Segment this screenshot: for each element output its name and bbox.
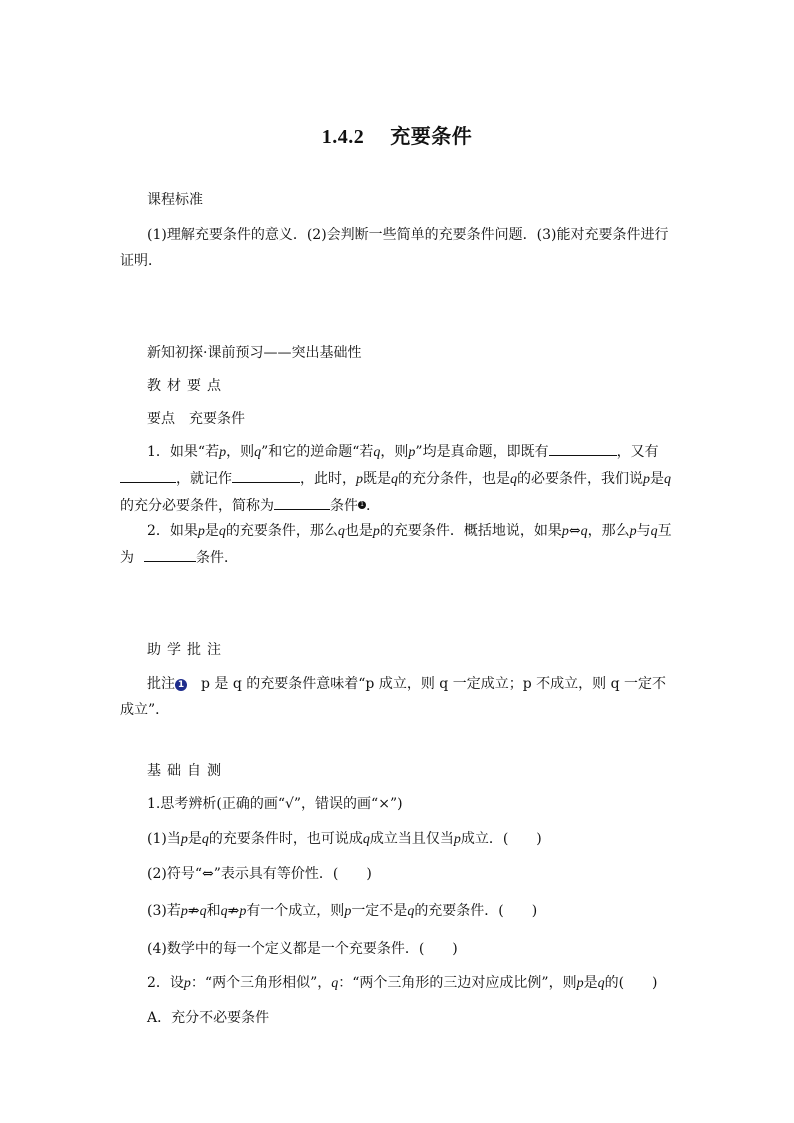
note-text: p 是 q 的充要条件意味着“p 成立，则 q 一定成立；p 不成立，则 q 一定不成立”． <box>120 676 666 718</box>
question-2-option-a: A．充分不必要条件 <box>147 1010 270 1026</box>
page-title <box>0 120 794 149</box>
preview-heading: 新知初探·课前预习——突出基础性 <box>147 345 362 361</box>
selftest-heading: 基础自测 <box>147 763 227 779</box>
point-heading: 要点 充要条件 <box>147 411 245 427</box>
question-2: 2．设p：“两个三角形相似”，q：“两个三角形的三边对应成比例”，则p是q的( ) <box>147 975 658 991</box>
annotation-marker-icon: 1 <box>358 501 366 509</box>
point-item-1: 1．如果“若p，则q”和它的逆命题“若q，则p”均是真命题，即既有 ，又有，就记作 ，此时，p既是q的充分条件，也是q的必要条件，我们说p是q的充分必要条件，简称为 条件 1 . <box>120 439 675 519</box>
standard-heading: 课程标准 <box>147 192 203 208</box>
textbook-points-heading: 教材要点 <box>147 378 227 394</box>
question-1-1: (1)当p是q的充要条件时，也可说成q成立当且仅当p成立．( ) <box>147 831 542 847</box>
fill-blank <box>274 495 330 510</box>
fill-blank <box>549 441 617 456</box>
question-1-3: (3)若p⇏q和q⇏p有一个成立，则p一定不是q的充要条件．( ) <box>147 903 538 919</box>
note-number-icon: 1 <box>175 679 187 691</box>
fill-blank <box>232 468 300 483</box>
standard-body: (1)理解充要条件的意义．(2)会判断一些简单的充要条件问题．(3)能对充要条件进行证明． <box>120 227 669 269</box>
section-title: 充要条件 <box>390 126 473 148</box>
section-number: 1.4.2 <box>321 126 365 148</box>
question-1-intro: 1.思考辨析(正确的画“√”，错误的画“×”) <box>147 796 403 812</box>
note-1 <box>120 671 675 723</box>
note-label: 批注 <box>147 676 175 692</box>
question-1-4: (4)数学中的每一个定义都是一个充要条件．( ) <box>147 941 458 957</box>
point-item-2: 2．如果p是q的充要条件，那么q也是p的充要条件．概括地说，如果p⇔q，那么p与q互为 条件． <box>120 523 672 566</box>
question-1-2: (2)符号“⇔”表示具有等价性．( ) <box>147 866 372 882</box>
fill-blank <box>144 547 196 562</box>
notes-heading: 助学批注 <box>147 642 227 658</box>
fill-blank <box>120 468 176 483</box>
